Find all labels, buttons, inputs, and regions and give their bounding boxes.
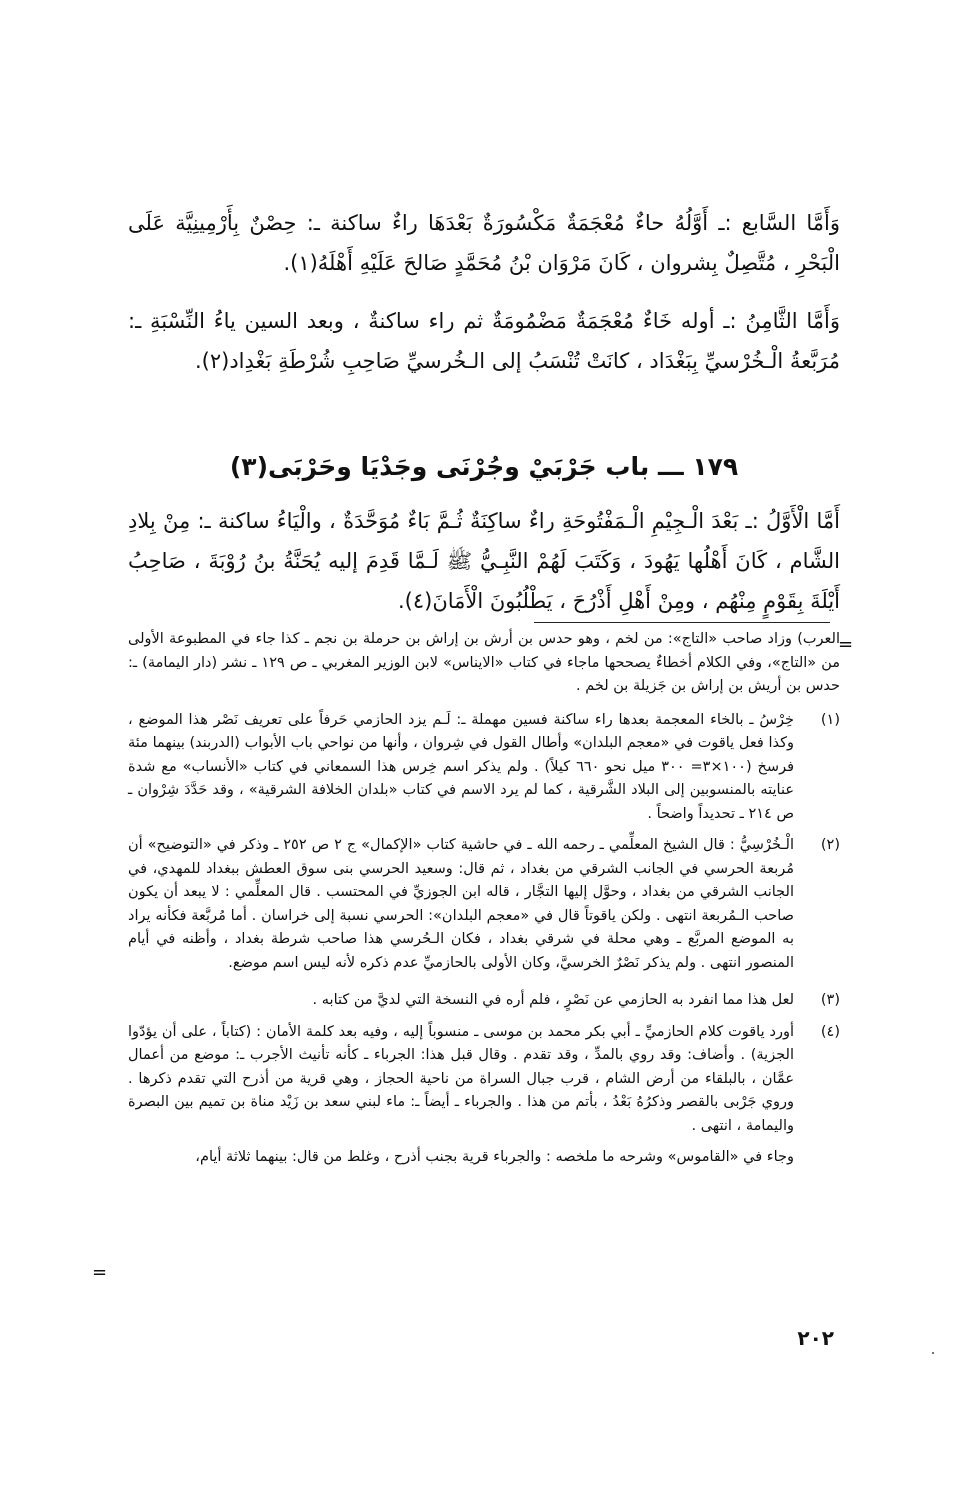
paragraph-eighth: وَأَمَّا الثَّامِنُ :ـ أوله خَاءٌ مُعْجَمَةٌ مَضْمُومَةٌ ثم راء ساكنةٌ ، وبعد السين ياءُ النِّسْبَةِ ـ: مُرَبَّعةُ الْـخُرْسيِّ بِبَغْدَاد ، كانَتْ تُنْسَبُ إلى الـخُرسيِّ صَاحِبِ شُرْطَةِ بَغْدِاد(٢).	[128, 309, 840, 373]
footnote-2	[128, 834, 840, 975]
footnote-separator	[534, 622, 830, 623]
chapter-heading: ١٧٩ ـــ باب جَرْبَيْ وجُرْنَى وجَدْيَا وحَرْبَى(٣)	[229, 451, 739, 481]
footnote-1	[128, 709, 840, 827]
footnote-number: (٤)	[820, 1023, 840, 1040]
continuation-mark-top: =	[838, 634, 854, 655]
scan-speck	[932, 1352, 934, 1354]
footnote-4	[128, 1021, 840, 1139]
footnote-text: الْـخُرْسِيُّ : قال الشيخ المعلِّمي ـ رحمه الله ـ في حاشية كتاب «الإكمال» ج ٢ ص ٢٥٢ ـ وذكر في «التوضيح» أن مُربعة الحرسي في الجانب الشرقي من بغداد ، ثم قال: وسعيد الحرسي بنى سوق العطش ببغداد للمهدي، في الجانب الشرقي من بغداد ، وحوَّل إليها التجَّار ، قاله ابن الجوزيِّ في المحتسب . قال المعلِّمي : لا يبعد أن يكون صاحب الـمُربعة انتهى . ولكن ياقوتاً قال في «معجم البلدان»: الحرسي نسبة إلى خراسان . أما مُربَّعة فكأنه يراد به الموضع المربَّع ـ وهي محلة في شرقي بغداد ، فكان الـحُرسي هذا صاحب شرطة بغداد ، وأظنه في أيام المنصور انتهى . ولم يذكر نَصْرٌ الخرسيَّ، وكان الأولى بالحازميِّ عدم ذكره لأنه ليس اسم موضع.	[128, 837, 795, 971]
paragraph-first: أَمَّا الْأَوَّلُ :ـ بَعْدَ الْـجِيْمِ الْـمَفْتُوحَةِ راءٌ ساكِنَةٌ ثُـمَّ بَاءٌ مُوَحَّدَةٌ ، والْيَاءُ ساكنة ـ: مِنْ بِلادِ الشَّام ، كَانَ أَهْلُها يَهُودَ ، وَكَتَبَ لَهُمْ النَّبِـيُّ ﷺ لَـمَّا قَدِمَ إليه يُحَنَّةُ بنُ رُوْبَةَ ، صَاحِبُ أَيْلَةَ بِقَوْمٍ مِنْهُم ، ومِنْ أَهْلِ أَذْرُحَ ، يَطْلُبُونَ الْأَمَانَ(٤).	[128, 509, 840, 613]
continuation-mark-bottom: =	[92, 1262, 108, 1283]
footnote-number: (١)	[820, 711, 840, 728]
footnote-text: لعل هذا مما انفرد به الحازمي عن نَصْرٍ ، فلم أره في النسخة التي لديَّ من كتابه .	[312, 992, 794, 1008]
footnote-continuation: العرب) وزاد صاحب «التاج»: من لخم ، وهو حدس بن أرش بن إراش بن حرملة بن نجم ـ كذا جاء في المطبوعة الأولى من «التاج»، وفي الكلام أخطاءٌ يصححها ماجاء في كتاب «الايناس» لابن الوزير المغربي ـ ص ١٢٩ ـ نشر (دار اليمامة) ـ: حدس بن أريش بن إراش بن جَزيلة بن لخم .	[128, 631, 840, 694]
footnote-text: خِرْسُ ـ بالخاء المعجمة بعدها راء ساكنة فسين مهملة ـ: لَـم يزد الحازمي حَرفاً على تعريف نَصْر هذا الموضع ، وكذا فعل ياقوت في «معجم البلدان» وأطال القول في شِروان ، وأنها من نواحي باب الأبواب (الدربند) بينهما مئة فرسخ (١٠٠×٣= ٣٠٠ ميل نحو ٦٦٠ كيلاً) . ولم يذكر اسم خِرس هذا السمعاني في كتاب «الأنساب» مع شدة عنايته بالمنسوبين إلى البلاد الشَّرقية ، كما لم يرد الاسم في كتاب «بلدان الخلافة الشرقية» ، وقد حَدَّدَ شِرْوان ـ ص ٢١٤ ـ تحديداً واضحاً .	[128, 711, 794, 822]
paragraph-seventh: وَأَمَّا السَّابع :ـ أَوَّلُهُ حاءٌ مُعْجَمَةٌ مَكْسُورَةٌ بَعْدَهَا راءٌ ساكنة ـ: حِصْنٌ بِأَرْمِينِيَّة عَلَى الْبَحْرِ ، مُتَّصِلٌ بِشروان ، كَانَ مَرْوَان بْنُ مُحَمَّدٍ صَالحَ عَلَيْهِ أَهْلَهُ(١).	[128, 211, 840, 275]
footnote-text: أورد ياقوت كلام الحازميِّ ـ أبي بكر محمد بن موسى ـ منسوباً إليه ، وفيه بعد كلمة الأمان : (كتاباً ، على أن يؤدّوا الجزية) . وأضاف: وقد روي بالمدِّ ، وقد تقدم . وقال قبل هذا: الجرباء ـ كأنه تأنيث الأجرب ـ: موضع من أعمال عمَّان ، بالبلقاء من أرض الشام ، قرب جبال السراة من ناحية الحجاز ، وهي قرية من أذرح التي تقدم ذكرها . وروي جَرْبى بالقصر وذكرُهُ بَعْدُ ، بأتم من هذا . والجرباء ـ أيضاً ـ: ماء لبني سعد بن زَيْد مناة بن تميم بين البصرة واليمامة ، انتهى .	[128, 1023, 794, 1134]
page-number: ٢٠٢	[797, 1326, 834, 1350]
footnote-number: (٣)	[820, 992, 840, 1008]
footnotes-section	[128, 628, 840, 1170]
footnote-3	[128, 989, 840, 1013]
footnote-tail: وجاء في «القاموس» وشرحه ما ملخصه : والجرباء قرية بجنب أذرح ، وغلط من قال: بينهما ثلاثة أيام،	[195, 1149, 794, 1165]
footnote-number: (٢)	[820, 837, 840, 853]
